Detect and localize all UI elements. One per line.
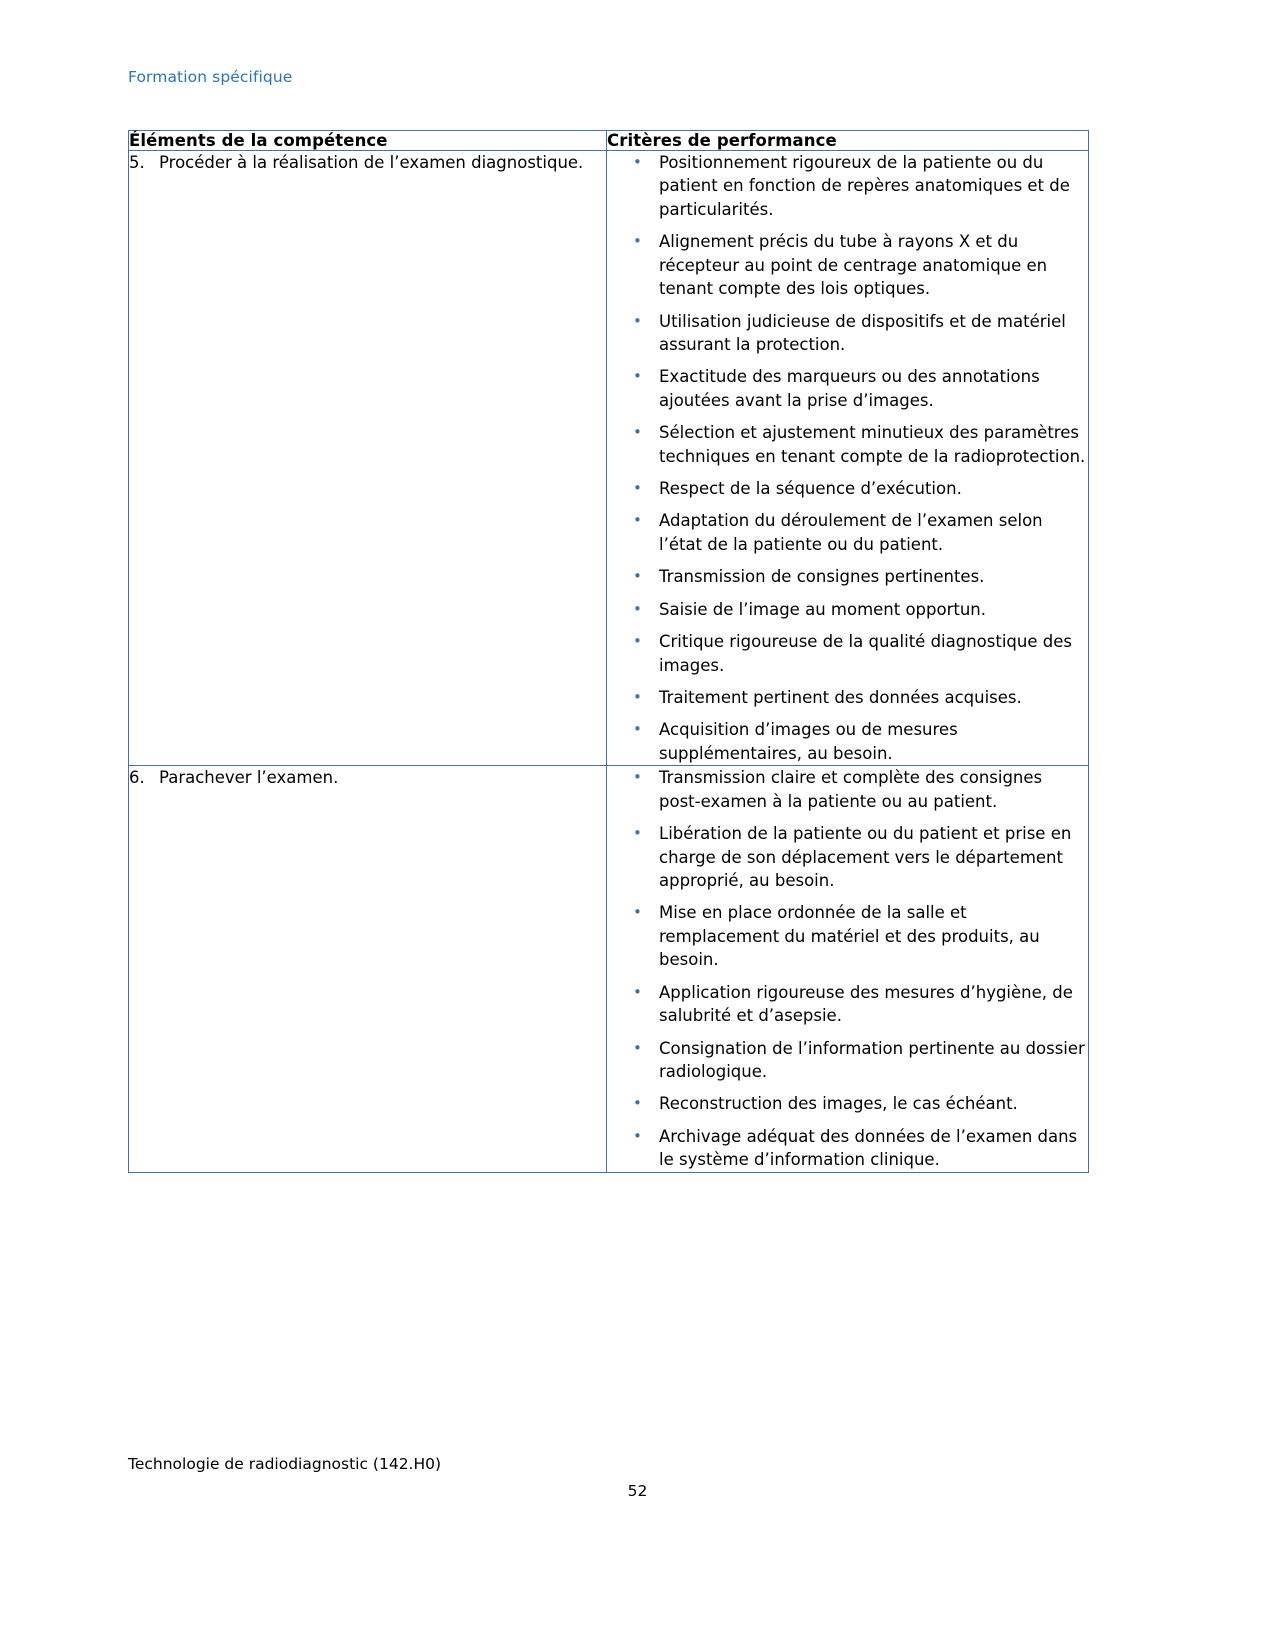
bullet-icon: •: [633, 688, 642, 707]
bullet-icon: •: [633, 423, 642, 442]
column-header-criteria: Critères de performance: [607, 131, 1089, 151]
criterion-text: Acquisition d’images ou de mesures supplémentaires, au besoin.: [659, 720, 958, 763]
bullet-icon: •: [633, 511, 642, 530]
bullet-icon: •: [633, 1038, 642, 1057]
footer-program-title: Technologie de radiodiagnostic (142.H0): [128, 1455, 442, 1473]
footer-page-number: 52: [627, 1482, 648, 1500]
criterion-text: Consignation de l’information pertinente au dossier radiologique.: [659, 1038, 1085, 1081]
bullet-icon: •: [633, 720, 642, 739]
list-item: [607, 686, 1088, 709]
criterion-text: Adaptation du déroulement de l’examen selon l’état de la patiente ou du patient.: [659, 511, 1043, 554]
bullet-icon: •: [633, 768, 642, 787]
page-header: Formation spécifique: [128, 68, 293, 86]
element-cell: [129, 766, 607, 1172]
list-item: [607, 230, 1088, 300]
list-item: [607, 565, 1088, 588]
list-item: [607, 630, 1088, 677]
list-item: [607, 822, 1088, 892]
element-number: 5.: [129, 153, 145, 172]
criterion-text: Reconstruction des images, le cas échéant.: [659, 1094, 1018, 1114]
list-item: [607, 766, 1088, 813]
list-item: [607, 1092, 1088, 1115]
criteria-list: [607, 766, 1088, 1171]
list-item: [607, 421, 1088, 468]
bullet-icon: •: [633, 632, 642, 651]
criterion-text: Positionnement rigoureux de la patiente ou du patient en fonction de repères anatomiques et de particularités.: [659, 153, 1070, 219]
list-item: [607, 477, 1088, 500]
criterion-text: Traitement pertinent des données acquises.: [659, 688, 1022, 708]
criterion-text: Transmission de consignes pertinentes.: [659, 567, 985, 587]
list-item: [607, 901, 1088, 971]
criterion-text: Respect de la séquence d’exécution.: [659, 479, 962, 499]
list-item: [607, 1037, 1088, 1084]
bullet-icon: •: [633, 232, 642, 251]
bullet-icon: •: [633, 479, 642, 498]
list-item: [607, 151, 1088, 221]
bullet-icon: •: [633, 1126, 642, 1145]
element-number: 6.: [129, 768, 145, 788]
table-header-row: [129, 131, 1089, 151]
bullet-icon: •: [633, 599, 642, 618]
list-item: [607, 718, 1088, 765]
criterion-text: Saisie de l’image au moment opportun.: [659, 599, 987, 619]
criterion-text: Archivage adéquat des données de l’examen dans le système d’information clinique.: [659, 1126, 1078, 1170]
bullet-icon: •: [633, 367, 642, 386]
bullet-icon: •: [633, 903, 642, 922]
list-item: [607, 981, 1088, 1028]
criteria-cell: [607, 766, 1089, 1172]
criterion-text: Mise en place ordonnée de la salle et remplacement du matériel et des produits, au besoin.: [659, 903, 1040, 970]
element-cell: [129, 151, 607, 766]
list-item: [607, 365, 1088, 412]
bullet-icon: •: [633, 1094, 642, 1113]
criterion-text: Sélection et ajustement minutieux des paramètres techniques en tenant compte de la radioprotection.: [659, 423, 1086, 466]
criterion-text: Utilisation judicieuse de dispositifs et de matériel assurant la protection.: [659, 311, 1066, 354]
table-row: [129, 766, 1089, 1172]
list-item: [607, 598, 1088, 621]
list-item: [607, 1125, 1088, 1172]
criterion-text: Critique rigoureuse de la qualité diagnostique des images.: [659, 632, 1072, 675]
bullet-icon: •: [633, 311, 642, 330]
criterion-text: Transmission claire et complète des consignes post-examen à la patiente ou au patient.: [659, 768, 1043, 811]
bullet-icon: •: [633, 824, 642, 843]
table-row: [129, 151, 1089, 766]
bullet-icon: •: [633, 982, 642, 1001]
criterion-text: Application rigoureuse des mesures d’hygiène, de salubrité et d’asepsie.: [659, 982, 1073, 1026]
column-header-elements: Éléments de la compétence: [129, 131, 607, 151]
criterion-text: Exactitude des marqueurs ou des annotations ajoutées avant la prise d’images.: [659, 367, 1040, 410]
list-item: [607, 310, 1088, 357]
element-text: Parachever l’examen.: [159, 768, 339, 788]
bullet-icon: •: [633, 567, 642, 586]
criteria-list: [607, 151, 1088, 765]
competency-table: [128, 130, 1089, 1173]
criterion-text: Libération de la patiente ou du patient et prise en charge de son déplacement vers le département approprié, au besoin.: [659, 824, 1072, 890]
element-text: Procéder à la réalisation de l’examen diagnostique.: [159, 153, 584, 172]
criterion-text: Alignement précis du tube à rayons X et du récepteur au point de centrage anatomique en tenant compte des lois optiques.: [659, 232, 1048, 299]
criteria-cell: [607, 151, 1089, 766]
list-item: [607, 509, 1088, 556]
bullet-icon: •: [633, 153, 642, 171]
